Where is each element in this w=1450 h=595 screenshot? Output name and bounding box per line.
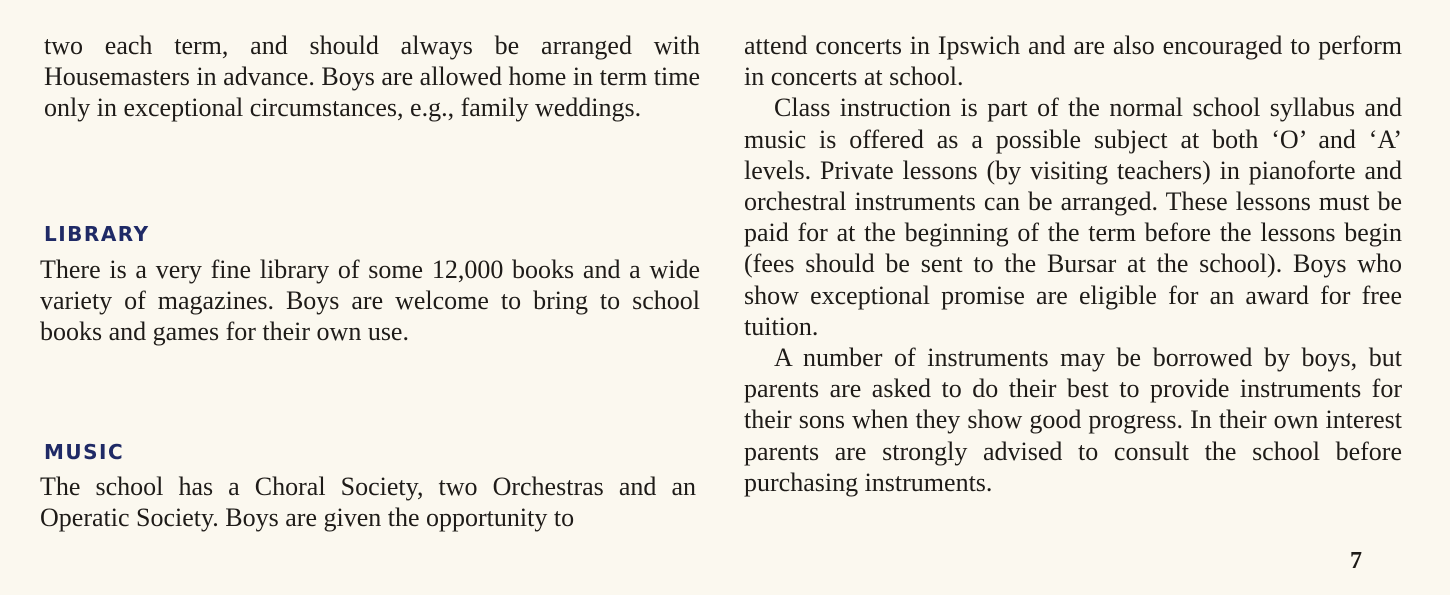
- left-column: [40, 30, 700, 124]
- music-paragraph: The school has a Choral Society, two Orchestras and an Operatic Society. Boys are given the opportunity to: [40, 472, 696, 533]
- concerts-paragraph: attend concerts in Ipswich and are also encouraged to perform in concerts at school.: [744, 31, 1402, 92]
- intro-paragraph: two each term, and should always be arranged with Housemasters in advance. Boys are allowed home in term time only in exceptional circumstances, e.g., family weddings.: [44, 31, 700, 123]
- library-heading: LIBRARY: [44, 222, 150, 246]
- library-section: [40, 254, 700, 348]
- music-heading: MUSIC: [44, 440, 125, 464]
- page-number: 7: [1350, 548, 1362, 574]
- class-instruction-paragraph: Class instruction is part of the normal school syllabus and music is offered as a possible subject at both ‘O’ and ‘A’ levels. Private lessons (by visiting teachers) in pianoforte and orchestral instruments can be arranged. These lessons must be paid for at the beginning of the term before the lessons begin (fees should be sent to the Bursar at the school). Boys who show exceptional promise are eligible for an award for free tuition.: [744, 93, 1402, 341]
- right-column: [744, 30, 1402, 498]
- music-section: [40, 471, 696, 533]
- instruments-paragraph: A number of instruments may be borrowed by boys, but parents are asked to do their best to provide instruments for their sons when they show good progress. In their own interest parents are strongly advised to consult the school before purchasing instruments.: [744, 343, 1402, 497]
- library-paragraph: There is a very fine library of some 12,000 books and a wide variety of magazines. Boys are welcome to bring to school books and games for their own use.: [40, 255, 700, 347]
